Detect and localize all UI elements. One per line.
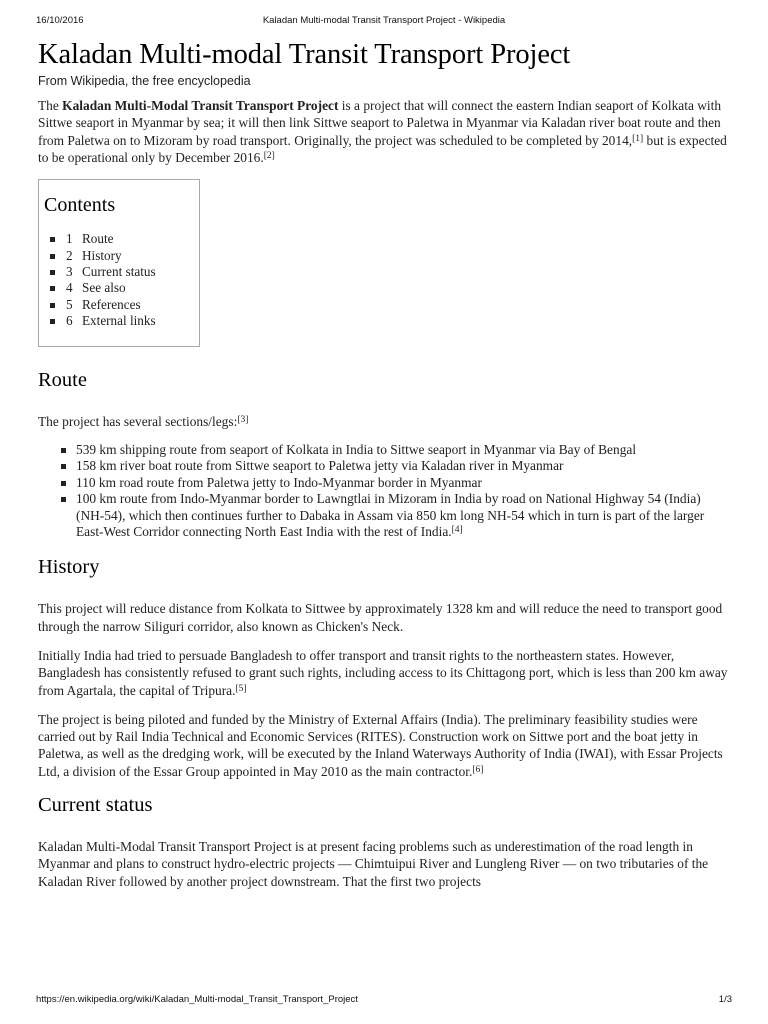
intro-bold-term: Kaladan Multi-Modal Transit Transport Project [62,98,339,113]
print-page-number: 1/3 [718,994,732,1005]
section-heading-history: History [38,556,100,579]
toc-item-label[interactable]: References [82,296,141,312]
toc-item-label[interactable]: History [82,247,122,263]
toc-item-label[interactable]: Current status [82,264,156,279]
toc-item-route[interactable] [66,231,194,247]
print-url: https://en.wikipedia.org/wiki/Kaladan_Multi-modal_Transit_Transport_Project [36,994,358,1005]
list-item-text: 110 km road route from Paletwa jetty to Indo-Myanmar border in Myanmar [76,474,482,490]
list-item [76,442,732,458]
toc-item-number: 1 [66,231,73,247]
history-paragraph-3 [38,711,732,780]
toc-item-see-also[interactable] [66,280,194,296]
route-intro-text: The project has several sections/legs: [38,413,238,429]
print-page-title: Kaladan Multi-modal Transit Transport Project - Wikipedia [262,15,506,26]
toc-item-number: 6 [66,313,73,329]
list-item [76,475,732,491]
section-heading-route: Route [38,368,87,391]
list-item-text: 539 km shipping route from seaport of Kolkata in India to Sittwe seaport in Myanmar via Bay of Bengal [76,441,637,457]
toc-item-number: 5 [66,296,73,312]
toc-item-label[interactable]: Route [82,231,114,247]
table-of-contents [38,179,200,346]
page-title: Kaladan Multi-modal Transit Transport Project [38,39,571,70]
print-header [36,15,732,29]
ref-link[interactable]: [6] [472,764,484,775]
intro-pre: The [38,98,63,113]
ref-link[interactable]: [5] [235,683,247,694]
status-paragraph-1: Kaladan Multi-Modal Transit Transport Project is at present facing problems such as underestimation of the road length in Myanmar and plans to construct hydro-electric projects — Chimtuipui River and Lungleng River — on two tributaries of the Kaladan River followed by another project downstream. That the first two projects [38,839,709,889]
list-item-text: 100 km route from Indo-Myanmar border to Lawngtlai in Mizoram in India by road on National Highway 54 (India) (NH-54), which then continues further to Dabaka in Assam via 850 km long NH-54 which in turn is part of the larger East-West Corridor connecting North East India with the rest of India. [76,491,705,539]
history-paragraph-2 [38,647,732,699]
history-paragraph-3-text: The project is being piloted and funded by the Ministry of External Affairs (India). The preliminary feasibility studies were carried out by Rail India Technical and Economic Services (RITES). Construction work on Sittwe port and the boat jetty in Paletwa, as well as the dredging work, will be executed by the Inland Waterways Authority of India (IWAI), with Essar Projects Ltd, a division of the Essar Group appointed in May 2010 as the main contractor. [38,711,723,779]
ref-link[interactable]: [2] [263,150,275,161]
toc-item-number: 4 [66,280,73,296]
toc-item-label[interactable]: See also [82,280,126,296]
tagline: From Wikipedia, the free encyclopedia [38,74,251,88]
toc-item-number: 2 [66,247,73,263]
ref-link[interactable]: [3] [237,414,249,425]
intro-paragraph [38,97,732,166]
print-date: 16/10/2016 [36,15,84,26]
route-legs-list [38,442,732,540]
intro-text-1: is a project that will connect the eastern Indian seaport of Kolkata with Sittwe seaport in Myanmar by sea; it will then link Sittwe seaport to Paletwa in Myanmar via Kaladan river boat route and then from Paletwa on to Mizoram by road transport. Originally, the project was scheduled to be completed by 2014, [38,98,722,148]
toc-item-number: 3 [66,264,73,279]
section-heading-current-status: Current status [38,794,153,817]
toc-item-history[interactable] [66,248,194,264]
history-paragraph-1: This project will reduce distance from Kolkata to Sittwee by approximately 1328 km and will reduce the need to transport good through the narrow Siliguri corridor, also known as Chicken's Neck. [38,601,723,634]
ref-link[interactable]: [4] [451,524,463,535]
toc-title: Contents [44,194,116,217]
list-item-text: 158 km river boat route from Sittwe seaport to Paletwa jetty via Kaladan river in Myanmar [76,458,564,474]
toc-item-label[interactable]: External links [82,313,156,329]
toc-item-external-links[interactable] [66,313,194,329]
history-paragraph-2-text: Initially India had tried to persuade Bangladesh to offer transport and transit rights to the northeastern states. However, Bangladesh has consistently refused to grant such rights, including access to its Chittagong port, which is less than 200 km away from Agartala, the capital of Tripura. [38,647,728,698]
print-footer [36,994,732,1008]
list-item [76,458,732,474]
intro-text-2: but is expected to be operational only by December 2016. [38,132,727,165]
article-content [38,36,732,902]
toc-list [44,231,194,329]
ref-link[interactable]: [1] [632,133,644,144]
list-item [76,491,732,540]
toc-item-references[interactable] [66,297,194,313]
route-intro [38,413,732,430]
toc-item-current-status[interactable] [66,264,194,280]
